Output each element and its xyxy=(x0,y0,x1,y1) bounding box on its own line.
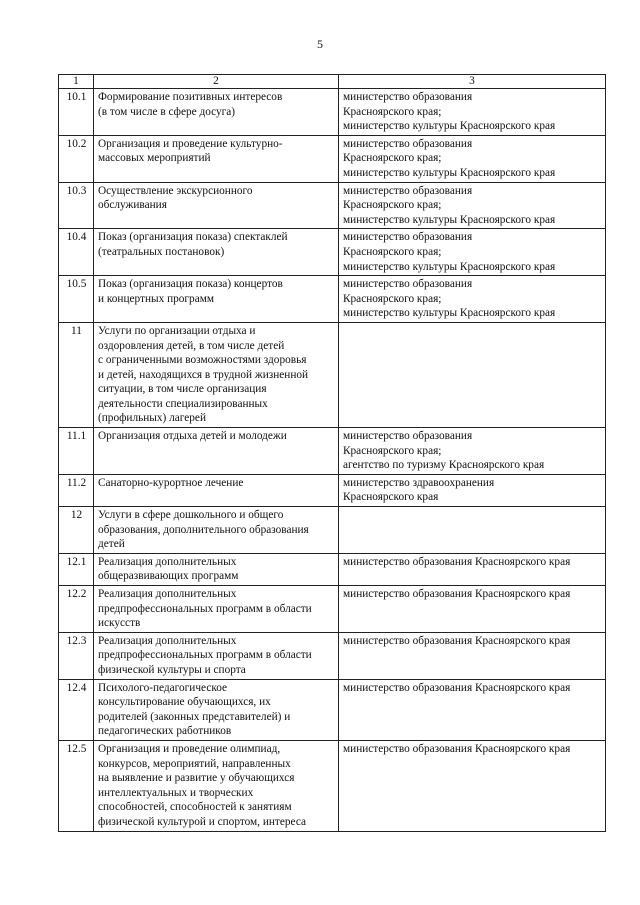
authority-cell xyxy=(339,135,606,182)
authority-cell xyxy=(339,586,606,633)
service-text-line: Показ (организация показа) спектаклей xyxy=(98,231,288,244)
authority-text-line: министерство культуры Красноярского края xyxy=(343,213,556,226)
service-cell xyxy=(94,322,339,427)
service-text-line: деятельности специализированных xyxy=(98,397,268,410)
table-row xyxy=(59,276,606,323)
service-text-line: и детей, находящихся в трудной жизненной xyxy=(98,368,309,381)
authority-text-line: министерство образования xyxy=(343,430,473,443)
authority-text-line: министерство образования Красноярского края xyxy=(343,555,571,568)
authority-text-line: министерство образования Красноярского края xyxy=(343,634,571,647)
authority-text-line: министерство культуры Красноярского края xyxy=(343,307,556,320)
authority-cell xyxy=(339,428,606,475)
service-text-line: ситуации, в том числе организация xyxy=(98,383,267,396)
row-number: 11.1 xyxy=(59,428,94,475)
column-header-3: 3 xyxy=(339,75,606,89)
service-text-line: на выявление и развитие у обучающихся xyxy=(98,772,295,785)
authority-text-line: министерство образования Красноярского края xyxy=(343,742,571,755)
service-cell xyxy=(94,276,339,323)
services-table xyxy=(58,74,606,832)
authority-text-line: министерство культуры Красноярского края xyxy=(343,260,556,273)
table-row xyxy=(59,428,606,475)
service-text-line: (театральных постановок) xyxy=(98,245,225,258)
service-text-line: общеразвивающих программ xyxy=(98,570,239,583)
service-text-line: Показ (организация показа) концертов xyxy=(98,278,283,291)
service-text-line: Психолого-педагогическое xyxy=(98,681,228,694)
authority-text-line: министерство образования Красноярского края xyxy=(343,681,571,694)
row-number: 11.2 xyxy=(59,474,94,506)
service-text-line: физической культурой и спортом, интереса xyxy=(98,815,306,828)
service-text-line: искусств xyxy=(98,617,141,630)
service-text-line: (профильных) лагерей xyxy=(98,412,206,425)
table-row xyxy=(59,474,606,506)
service-text-line: детей xyxy=(98,538,125,551)
row-number: 12.2 xyxy=(59,586,94,633)
service-text-line: консультирование обучающихся, их xyxy=(98,696,271,709)
service-cell xyxy=(94,679,339,740)
authority-cell xyxy=(339,182,606,229)
table-row xyxy=(59,740,606,831)
authority-text-line: Красноярского края; xyxy=(343,444,442,457)
service-cell xyxy=(94,553,339,585)
service-text-line: предпрофессиональных программ в области xyxy=(98,649,312,662)
service-text-line: предпрофессиональных программ в области xyxy=(98,602,312,615)
table-row xyxy=(59,229,606,276)
authority-cell xyxy=(339,740,606,831)
service-text-line: образования, дополнительного образования xyxy=(98,523,309,536)
row-number: 10.1 xyxy=(59,89,94,136)
table-row xyxy=(59,553,606,585)
row-number: 12.4 xyxy=(59,679,94,740)
service-text-line: Реализация дополнительных xyxy=(98,555,237,568)
authority-cell xyxy=(339,322,606,427)
column-header-2: 2 xyxy=(94,75,339,89)
authority-text-line: министерство культуры Красноярского края xyxy=(343,166,556,179)
service-text-line: Услуги в сфере дошкольного и общего xyxy=(98,509,284,522)
service-text-line: конкурсов, мероприятий, направленных xyxy=(98,757,291,770)
authority-cell xyxy=(339,553,606,585)
row-number: 10.3 xyxy=(59,182,94,229)
table-row xyxy=(59,135,606,182)
table-row xyxy=(59,586,606,633)
page-number: 5 xyxy=(317,37,323,51)
service-text-line: Реализация дополнительных xyxy=(98,634,237,647)
service-text-line: и концертных программ xyxy=(98,292,215,305)
authority-text-line: Красноярского края; xyxy=(343,245,442,258)
service-text-line: педагогических работников xyxy=(98,725,232,738)
table-row xyxy=(59,507,606,554)
column-header-1: 1 xyxy=(59,75,94,89)
service-text-line: родителей (законных представителей) и xyxy=(98,710,291,723)
authority-text-line: Красноярского края; xyxy=(343,292,442,305)
table-row xyxy=(59,182,606,229)
authority-text-line: министерство здравоохранения xyxy=(343,476,495,489)
service-cell xyxy=(94,428,339,475)
authority-text-line: Красноярского края; xyxy=(343,199,442,212)
service-cell xyxy=(94,586,339,633)
service-cell xyxy=(94,507,339,554)
service-text-line: массовых мероприятий xyxy=(98,152,211,165)
authority-text-line: агентство по туризму Красноярского края xyxy=(343,459,545,472)
row-number: 10.4 xyxy=(59,229,94,276)
authority-cell xyxy=(339,276,606,323)
authority-cell xyxy=(339,632,606,679)
row-number: 12.3 xyxy=(59,632,94,679)
service-cell xyxy=(94,632,339,679)
authority-text-line: министерство культуры Красноярского края xyxy=(343,120,556,133)
service-text-line: с ограниченными возможностями здоровья xyxy=(98,354,307,367)
service-text-line: физической культуры и спорта xyxy=(98,663,246,676)
service-text-line: Осуществление экскурсионного xyxy=(98,184,253,197)
row-number: 11 xyxy=(59,322,94,427)
service-text-line: Формирование позитивных интересов xyxy=(98,91,283,103)
service-text-line: (в том числе в сфере досуга) xyxy=(98,105,236,118)
service-text-line: Санаторно-курортное лечение xyxy=(98,476,244,489)
table-row xyxy=(59,322,606,427)
service-text-line: Организация отдыха детей и молодежи xyxy=(98,430,287,443)
table-row xyxy=(59,632,606,679)
authority-text-line: Красноярского края xyxy=(343,491,439,504)
authority-text-line: министерство образования xyxy=(343,184,473,197)
row-number: 10.2 xyxy=(59,135,94,182)
service-cell xyxy=(94,474,339,506)
table-row xyxy=(59,679,606,740)
service-text-line: способностей, способностей к занятиям xyxy=(98,801,292,814)
table-header-row xyxy=(59,75,606,89)
service-text-line: оздоровления детей, в том числе детей xyxy=(98,339,285,352)
authority-text-line: министерство образования xyxy=(343,91,473,103)
authority-text-line: министерство образования Красноярского края xyxy=(343,588,571,600)
authority-text-line: Красноярского края; xyxy=(343,105,442,118)
authority-text-line: министерство образования xyxy=(343,278,473,291)
authority-text-line: министерство образования xyxy=(343,231,473,244)
row-number: 12.5 xyxy=(59,740,94,831)
row-number: 10.5 xyxy=(59,276,94,323)
row-number: 12 xyxy=(59,507,94,554)
service-text-line: Услуги по организации отдыха и xyxy=(98,324,256,337)
authority-text-line: министерство образования xyxy=(343,137,473,150)
row-number: 12.1 xyxy=(59,553,94,585)
authority-cell xyxy=(339,89,606,136)
authority-cell xyxy=(339,229,606,276)
service-text-line: обслуживания xyxy=(98,199,167,212)
service-cell xyxy=(94,182,339,229)
service-text-line: Организация и проведение олимпиад, xyxy=(98,742,281,755)
service-cell xyxy=(94,229,339,276)
table-row xyxy=(59,89,606,136)
service-text-line: Реализация дополнительных xyxy=(98,588,237,600)
authority-cell xyxy=(339,679,606,740)
service-text-line: интеллектуальных и творческих xyxy=(98,786,254,799)
service-text-line: Организация и проведение культурно- xyxy=(98,137,283,150)
service-cell xyxy=(94,135,339,182)
authority-cell xyxy=(339,507,606,554)
authority-cell xyxy=(339,474,606,506)
service-cell xyxy=(94,89,339,136)
service-cell xyxy=(94,740,339,831)
authority-text-line: Красноярского края; xyxy=(343,152,442,165)
